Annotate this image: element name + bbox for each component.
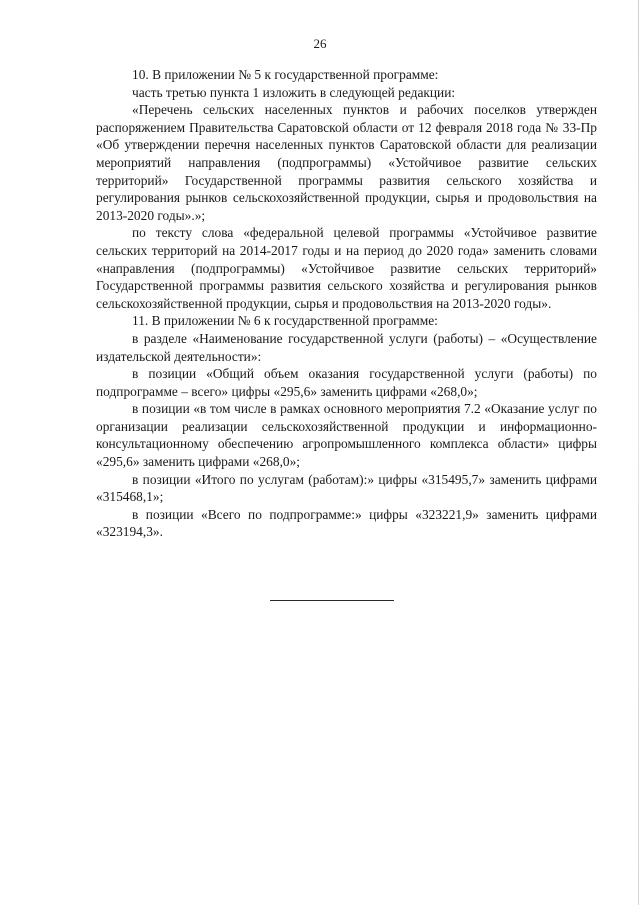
paragraph-settlements-list: «Перечень сельских населенных пунктов и рабочих поселков утвержден распоряжением Правительства Саратовской области от 12 февраля 2018 года № 33-Пр «Об утверждении перечня населенных пунктов Саратовской области для реализации мероприятий направления (подпрограммы) «Устойчивое развитие сельских территорий» Государственной программы развития сельского хозяйства и регулирования рынков сельскохозяйственной продукции, сырья и продовольствия на 2013-2020 годы».»; [96, 102, 597, 223]
paragraph-section-publishing: в разделе «Наименование государственной услуги (работы) – «Осуществление издательской деятельности»: [96, 330, 597, 364]
paragraph-measure-7-2: в позиции «в том числе в рамках основного мероприятия 7.2 «Оказание услуг по организации реализации сельскохозяйственной продукции и информационно-консультационному обеспечению агропромышленного комплекса области» цифры «295,6» заменить цифрами «268,0»; [96, 401, 597, 470]
page-number: 26 [313, 36, 327, 51]
document-body [96, 66, 597, 541]
paragraph-part-three-intro: часть третью пункта 1 изложить в следующей редакции: [132, 84, 456, 100]
paragraph-text-replacement: по тексту слова «федеральной целевой программы «Устойчивое развитие сельских территорий на 2014-2017 годы и на период до 2020 года» заменить словами «направления (подпрограммы) «Устойчивое развитие сельских территорий» Государственной программы развития сельского хозяйства и регулирования рынков сельскохозяйственной продукции, сырья и продовольствия на 2013-2020 годы». [96, 225, 597, 311]
closing-separator-line [270, 600, 394, 601]
paragraph-item-10-heading: 10. В приложении № 5 к государственной программе: [132, 67, 439, 82]
scan-edge-shadow [638, 0, 639, 905]
paragraph-services-total: в позиции «Итого по услугам (работам):» цифры «315495,7» заменить цифрами «315468,1»; [96, 471, 597, 505]
paragraph-subprogram-total: в позиции «Всего по подпрограмме:» цифры «323221,9» заменить цифрами «323194,3». [96, 506, 597, 540]
paragraph-item-11-heading: 11. В приложении № 6 к государственной программе: [132, 313, 438, 329]
paragraph-total-volume: в позиции «Общий объем оказания государственной услуги (работы) по подпрограмме – всего» цифры «295,6» заменить цифрами «268,0»; [96, 366, 597, 399]
